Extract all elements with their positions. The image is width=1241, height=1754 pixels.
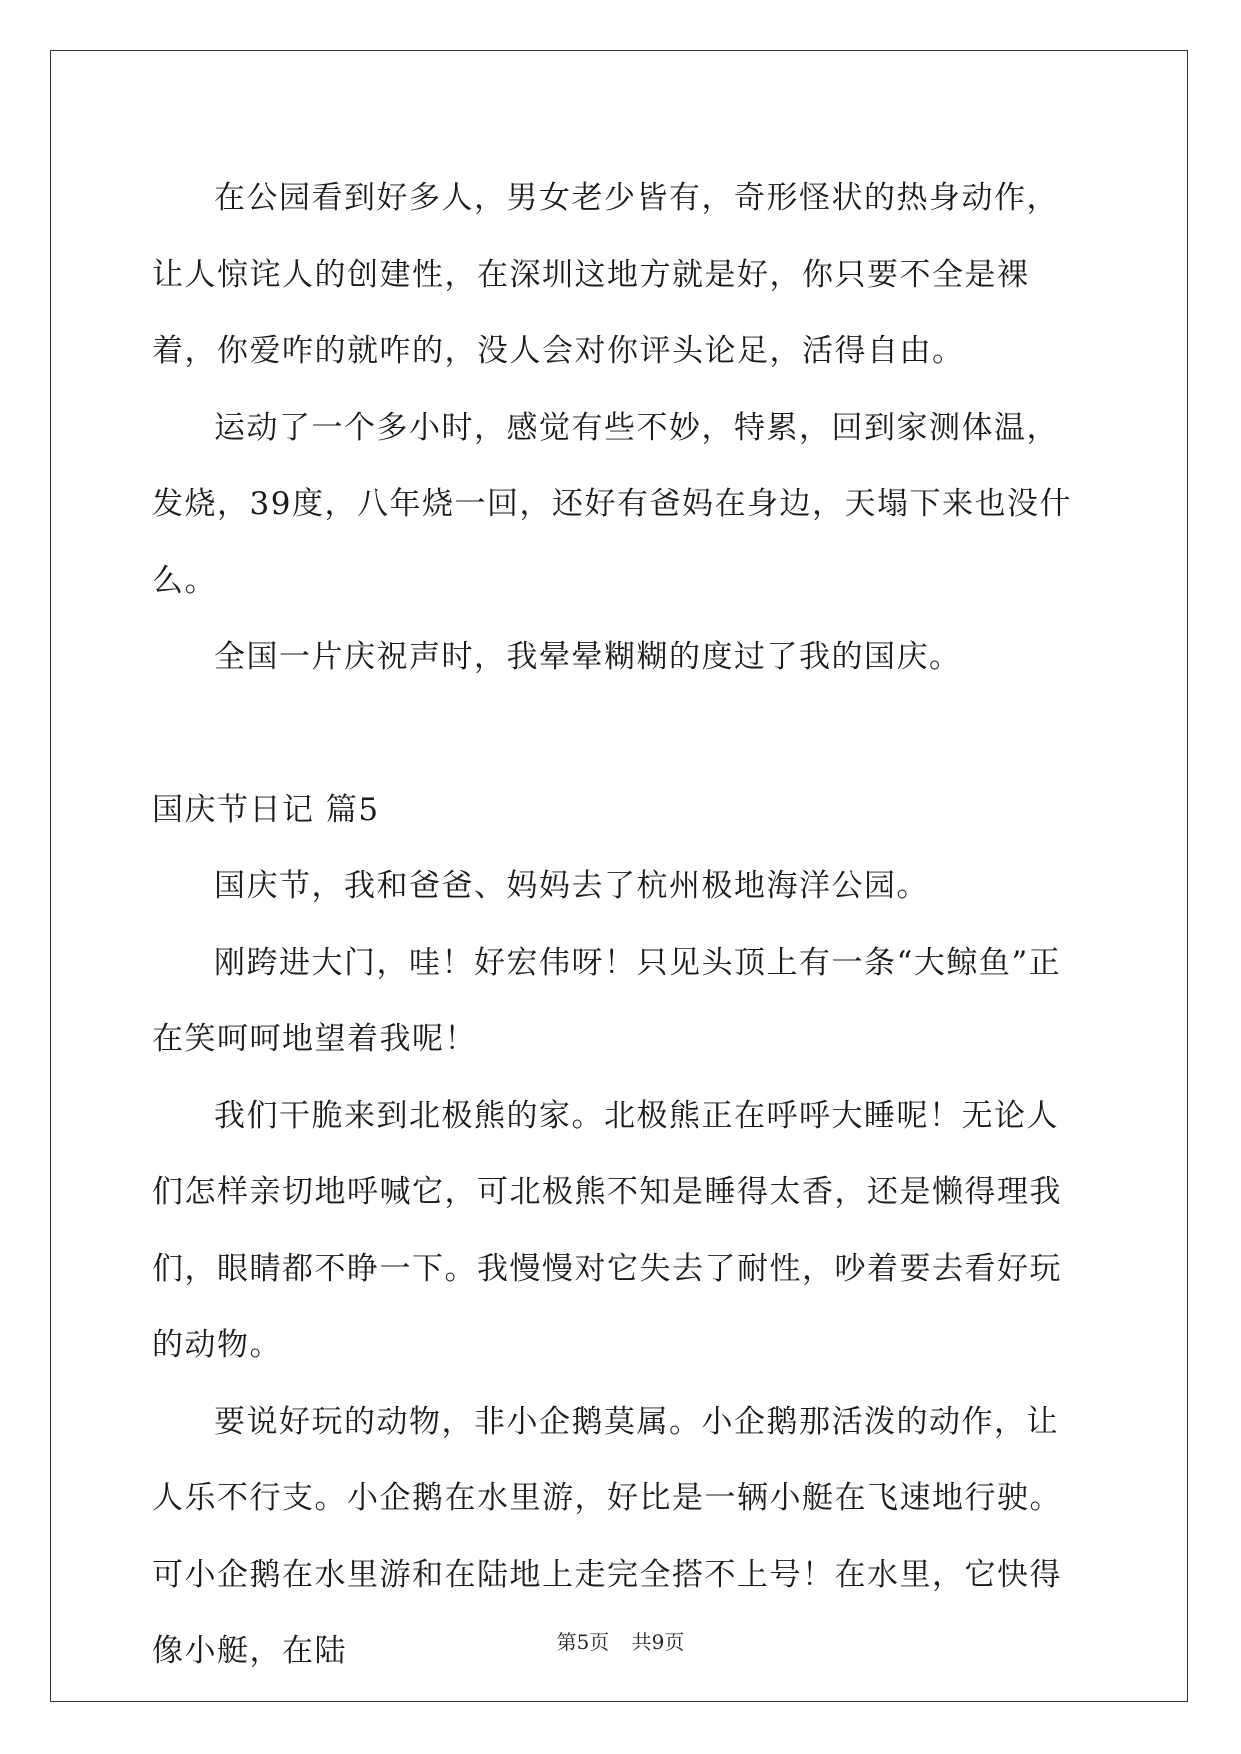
paragraph: 刚跨进大门，哇！好宏伟呀！只见头顶上有一条“大鲸鱼”正在笑呵呵地望着我呢！ (152, 944, 1062, 1057)
page-number: 第5页 (556, 1630, 610, 1654)
paragraph: 要说好玩的动物，非小企鹅莫属。小企鹅那活泼的动作，让人乐不行支。小企鹅在水里游，好比是一辆小艇在飞速地行驶。可小企鹅在水里游和在陆地上走完全搭不上号！在水里，它快得像小艇，在陆 (152, 1403, 1062, 1669)
paragraph: 全国一片庆祝声时，我晕晕糊糊的度过了我的国庆。 (214, 639, 962, 675)
page-footer (0, 1626, 1241, 1655)
section-title: 国庆节日记 篇5 (152, 791, 380, 828)
page-total: 共9页 (631, 1630, 685, 1654)
paragraph: 在公园看到好多人，男女老少皆有，奇形怪状的热身动作，让人惊诧人的创建性，在深圳这地方就是好，你只要不全是裸着，你爱咋的就咋的，没人会对你评头论足，活得自由。 (152, 180, 1059, 369)
document-body (152, 160, 1087, 1690)
paragraph: 运动了一个多小时，感觉有些不妙，特累，回到家测体温，发烧，39度，八年烧一回，还好有爸妈在身边，天塌下来也没什么。 (152, 409, 1072, 599)
paragraph: 国庆节，我和爸爸、妈妈去了杭州极地海洋公园。 (214, 868, 929, 904)
paragraph: 我们干脆来到北极熊的家。北极熊正在呼呼大睡呢！无论人们怎样亲切地呼喊它，可北极熊不知是睡得太香，还是懒得理我们，眼睛都不睁一下。我慢慢对它失去了耐性，吵着要去看好玩的动物。 (152, 1097, 1062, 1363)
